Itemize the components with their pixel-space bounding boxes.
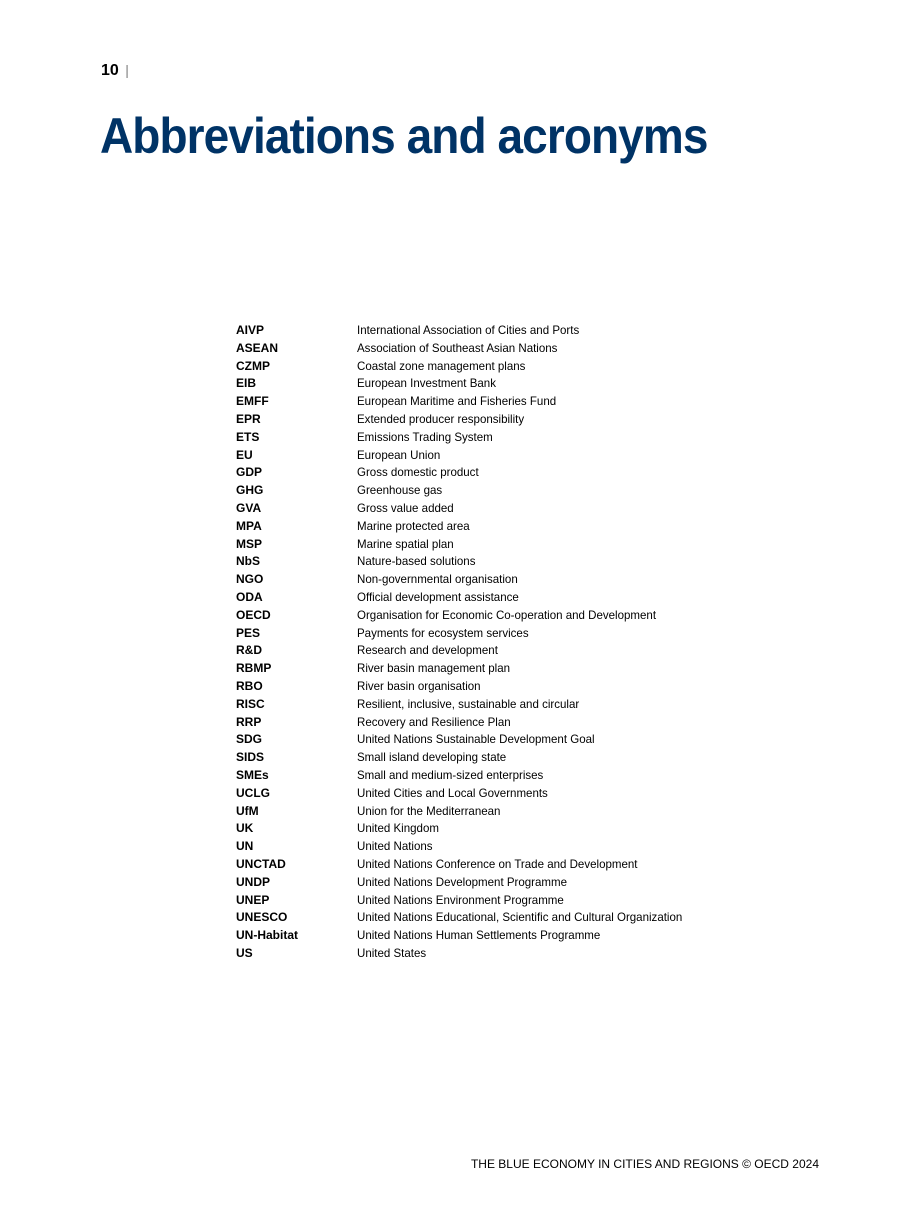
abbreviation-term: ODA	[236, 589, 263, 604]
abbreviation-term: MPA	[236, 518, 262, 533]
abbreviation-definition: Small island developing state	[357, 750, 507, 765]
abbreviation-definition: Coastal zone management plans	[357, 358, 526, 373]
abbreviation-definition: United Kingdom	[357, 821, 439, 836]
abbreviation-row	[236, 500, 696, 518]
abbreviation-definition: United Nations	[357, 839, 433, 854]
abbreviation-row	[236, 571, 696, 589]
abbreviation-term: EPR	[236, 411, 261, 426]
abbreviation-row	[236, 642, 696, 660]
abbreviation-term: CZMP	[236, 358, 270, 373]
abbreviation-definition-cell	[357, 375, 696, 393]
abbreviation-row	[236, 731, 696, 749]
abbreviation-definition-cell	[357, 856, 696, 874]
abbreviation-row	[236, 393, 696, 411]
abbreviation-definition: United Nations Environment Programme	[357, 892, 564, 907]
abbreviation-term: MSP	[236, 536, 263, 551]
page-footer: THE BLUE ECONOMY IN CITIES AND REGIONS © OECD 2024	[470, 1157, 819, 1171]
abbreviation-term: RBO	[236, 678, 263, 693]
abbreviation-definition: United States	[357, 945, 427, 960]
abbreviation-term: UNCTAD	[236, 856, 286, 871]
abbreviation-row	[236, 874, 696, 892]
page-number-separator: |	[125, 62, 129, 78]
abbreviation-row	[236, 375, 696, 393]
abbreviation-term: SIDS	[236, 750, 265, 765]
abbreviation-row	[236, 945, 696, 963]
abbreviation-definition-cell	[357, 945, 696, 963]
abbreviation-term: RISC	[236, 696, 265, 711]
page-title: Abbreviations and acronyms	[100, 108, 708, 164]
abbreviation-definition-cell	[357, 927, 696, 945]
abbreviation-term: UK	[236, 821, 254, 836]
abbreviations-table	[236, 322, 696, 963]
abbreviation-term: ASEAN	[236, 340, 279, 355]
abbreviation-definition-cell	[357, 838, 696, 856]
abbreviation-term: GDP	[236, 465, 263, 480]
abbreviation-term: NGO	[236, 572, 264, 587]
abbreviation-definition-cell	[357, 340, 696, 358]
abbreviation-term: UfM	[236, 803, 259, 818]
abbreviation-row	[236, 892, 696, 910]
abbreviation-definition: Nature-based solutions	[357, 554, 476, 569]
abbreviation-term: UN-Habitat	[236, 928, 298, 943]
abbreviation-term: UCLG	[236, 785, 270, 800]
abbreviation-row	[236, 909, 696, 927]
abbreviation-definition-cell	[357, 678, 696, 696]
abbreviation-row	[236, 625, 696, 643]
abbreviation-term: NbS	[236, 554, 260, 569]
abbreviation-definition-cell	[357, 322, 696, 340]
abbreviation-definition: Gross value added	[357, 500, 454, 515]
abbreviation-term: PES	[236, 625, 261, 640]
abbreviation-definition-cell	[357, 749, 696, 767]
abbreviation-row	[236, 696, 696, 714]
abbreviation-term: R&D	[236, 643, 262, 658]
abbreviation-definition-cell	[357, 642, 696, 660]
abbreviation-row	[236, 536, 696, 554]
abbreviation-definition-cell	[357, 785, 696, 803]
abbreviation-definition: Payments for ecosystem services	[357, 625, 529, 640]
abbreviation-row	[236, 464, 696, 482]
abbreviation-row	[236, 411, 696, 429]
abbreviation-term: OECD	[236, 607, 271, 622]
abbreviation-term: AIVP	[236, 323, 265, 337]
abbreviation-row	[236, 482, 696, 500]
abbreviation-row	[236, 660, 696, 678]
abbreviation-definition-cell	[357, 731, 696, 749]
abbreviation-term: GVA	[236, 500, 262, 515]
abbreviation-definition-cell	[357, 411, 696, 429]
abbreviation-definition-cell	[357, 767, 696, 785]
abbreviation-definition-cell	[357, 518, 696, 536]
abbreviation-definition-cell	[357, 358, 696, 376]
abbreviation-definition: River basin management plan	[357, 661, 511, 676]
abbreviation-term: UNEP	[236, 892, 270, 907]
abbreviation-definition-cell	[357, 447, 696, 465]
abbreviation-definition: United Nations Development Programme	[357, 874, 568, 889]
abbreviation-definition: Union for the Mediterranean	[357, 803, 501, 818]
abbreviation-definition: Marine protected area	[357, 518, 470, 533]
abbreviation-definition-cell	[357, 820, 696, 838]
abbreviation-definition-cell	[357, 803, 696, 821]
abbreviation-definition-cell	[357, 429, 696, 447]
abbreviation-definition: Research and development	[357, 643, 498, 658]
abbreviation-definition: Association of Southeast Asian Nations	[357, 340, 558, 355]
abbreviation-definition: European Maritime and Fisheries Fund	[357, 394, 557, 409]
abbreviation-term: SDG	[236, 732, 263, 747]
abbreviation-definition-cell	[357, 909, 696, 927]
page-number: 10	[101, 62, 119, 79]
abbreviation-definition: Marine spatial plan	[357, 536, 454, 551]
abbreviation-row	[236, 838, 696, 856]
abbreviation-definition-cell	[357, 714, 696, 732]
abbreviation-term: UNESCO	[236, 910, 288, 925]
abbreviation-row	[236, 803, 696, 821]
abbreviation-term: UNDP	[236, 874, 271, 889]
abbreviation-term: RRP	[236, 714, 262, 729]
abbreviation-row	[236, 927, 696, 945]
abbreviation-definition-cell	[357, 625, 696, 643]
abbreviation-term: US	[236, 945, 253, 960]
abbreviation-row	[236, 447, 696, 465]
abbreviation-definition-cell	[357, 536, 696, 554]
abbreviation-definition-cell	[357, 607, 696, 625]
abbreviation-row	[236, 678, 696, 696]
abbreviation-definition: Non-governmental organisation	[357, 572, 518, 587]
abbreviation-definition: Resilient, inclusive, sustainable and circular	[357, 696, 580, 711]
abbreviation-term: RBMP	[236, 661, 272, 676]
abbreviation-definition-cell	[357, 571, 696, 589]
abbreviation-term: EIB	[236, 376, 257, 391]
abbreviation-row	[236, 607, 696, 625]
abbreviation-definition-cell	[357, 892, 696, 910]
abbreviation-definition: Small and medium-sized enterprises	[357, 767, 544, 782]
abbreviation-row	[236, 429, 696, 447]
abbreviation-definition: International Association of Cities and Ports	[357, 323, 580, 337]
abbreviation-row	[236, 340, 696, 358]
abbreviation-definition: Emissions Trading System	[357, 429, 493, 444]
abbreviation-term: SMEs	[236, 767, 269, 782]
abbreviation-definition: Organisation for Economic Co-operation and Development	[357, 607, 657, 622]
abbreviation-row	[236, 820, 696, 838]
abbreviation-term: GHG	[236, 483, 264, 498]
abbreviation-definition: United Nations Conference on Trade and Development	[357, 856, 638, 871]
abbreviation-definition-cell	[357, 553, 696, 571]
abbreviation-definition-cell	[357, 482, 696, 500]
abbreviation-definition: Extended producer responsibility	[357, 411, 525, 426]
abbreviation-row	[236, 767, 696, 785]
abbreviation-definition-cell	[357, 464, 696, 482]
abbreviation-definition: United Nations Human Settlements Programme	[357, 928, 601, 943]
abbreviation-definition-cell	[357, 874, 696, 892]
abbreviation-definition-cell	[357, 393, 696, 411]
abbreviation-row	[236, 856, 696, 874]
abbreviations-list	[236, 322, 696, 963]
abbreviation-row	[236, 714, 696, 732]
abbreviation-definition: European Investment Bank	[357, 376, 496, 391]
abbreviation-definition: United Nations Sustainable Development Goal	[357, 732, 595, 747]
abbreviation-row	[236, 785, 696, 803]
abbreviation-definition: United Nations Educational, Scientific and Cultural Organization	[357, 910, 683, 925]
abbreviation-definition: European Union	[357, 447, 441, 462]
abbreviation-definition: Recovery and Resilience Plan	[357, 714, 511, 729]
abbreviation-term: EMFF	[236, 394, 269, 409]
abbreviation-row	[236, 322, 696, 340]
abbreviation-definition: River basin organisation	[357, 678, 481, 693]
abbreviation-row	[236, 749, 696, 767]
abbreviation-row	[236, 358, 696, 376]
abbreviation-definition-cell	[357, 696, 696, 714]
page-header	[101, 60, 129, 81]
abbreviation-definition-cell	[357, 660, 696, 678]
abbreviation-term: EU	[236, 447, 253, 462]
abbreviation-row	[236, 518, 696, 536]
abbreviation-row	[236, 589, 696, 607]
abbreviation-definition: United Cities and Local Governments	[357, 785, 548, 800]
abbreviation-definition: Gross domestic product	[357, 465, 479, 480]
abbreviation-term: ETS	[236, 429, 260, 444]
abbreviation-definition: Greenhouse gas	[357, 483, 443, 498]
abbreviation-definition: Official development assistance	[357, 589, 519, 604]
abbreviation-definition-cell	[357, 500, 696, 518]
abbreviation-row	[236, 553, 696, 571]
abbreviation-definition-cell	[357, 589, 696, 607]
abbreviation-term: UN	[236, 839, 254, 854]
